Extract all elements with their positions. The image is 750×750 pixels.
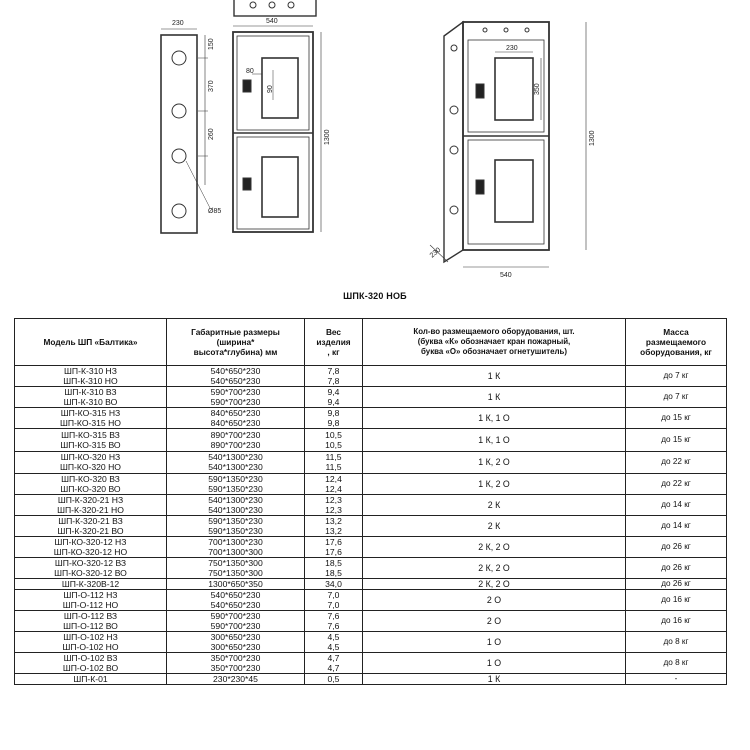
table-row [15, 451, 727, 474]
cell-mass: до 7 кг [626, 387, 727, 408]
cell-dims: 590*1350*230 590*1350*230 [167, 474, 305, 495]
cell-mass: до 15 кг [626, 429, 727, 452]
side-dim-2: 370 [208, 80, 215, 92]
table-row [15, 495, 727, 516]
cell-model: ШП-О-102 ВЗ ШП-О-102 ВО [15, 653, 167, 674]
hole-diameter-label: Ø85 [208, 208, 222, 215]
front-height-label: 1300 [324, 129, 331, 145]
iso-side-panel [444, 22, 463, 262]
table-row [15, 366, 727, 387]
front-width-label: 540 [266, 18, 278, 25]
iso-window-bottom [495, 160, 533, 222]
spec-table [14, 318, 727, 685]
cell-weight: 7,8 7,8 [305, 366, 363, 387]
table-row [15, 537, 727, 558]
side-plate-hole [172, 104, 186, 118]
cell-dims: 350*700*230 350*700*230 [167, 653, 305, 674]
cell-dims: 540*650*230 540*650*230 [167, 590, 305, 611]
table-row [15, 558, 727, 579]
iso-window-h-label: 350 [534, 83, 541, 95]
table-row [15, 590, 727, 611]
cell-equipment: 2 К [363, 516, 626, 537]
front-cabinet [233, 32, 313, 232]
cell-model: ШП-К-320-21 НЗ ШП-К-320-21 НО [15, 495, 167, 516]
cell-model: ШП-КО-320 НЗ ШП-КО-320 НО [15, 451, 167, 474]
cell-equipment: 1 О [363, 632, 626, 653]
drawing-caption: ШПК-320 НОБ [343, 291, 407, 301]
cell-weight: 9,8 9,8 [305, 408, 363, 429]
cell-weight: 34,0 [305, 579, 363, 590]
cell-mass: до 8 кг [626, 653, 727, 674]
cell-dims: 840*650*230 840*650*230 [167, 408, 305, 429]
cell-mass: до 26 кг [626, 579, 727, 590]
front-window-h-label: 90 [267, 85, 274, 93]
cell-dims: 590*1350*230 590*1350*230 [167, 516, 305, 537]
iso-width-label: 540 [500, 272, 512, 279]
front-window-bottom [262, 157, 298, 217]
table-row [15, 632, 727, 653]
cell-dims: 540*1300*230 540*1300*230 [167, 495, 305, 516]
top-view-plate [234, 0, 316, 16]
cell-mass: до 7 кг [626, 366, 727, 387]
cell-model: ШП-К-320В-12 [15, 579, 167, 590]
side-plate-hole [172, 51, 186, 65]
cell-mass: до 26 кг [626, 537, 727, 558]
cell-weight: 4,7 4,7 [305, 653, 363, 674]
cell-mass: до 16 кг [626, 611, 727, 632]
cell-weight: 9,4 9,4 [305, 387, 363, 408]
cell-dims: 890*700*230 890*700*230 [167, 429, 305, 452]
cell-model: ШП-К-310 ВЗ ШП-К-310 ВО [15, 387, 167, 408]
cell-mass: до 8 кг [626, 632, 727, 653]
cell-weight: 4,5 4,5 [305, 632, 363, 653]
front-window-w-label: 80 [246, 68, 254, 75]
cell-weight: 12,3 12,3 [305, 495, 363, 516]
table-row [15, 516, 727, 537]
cell-equipment: 1 К [363, 674, 626, 685]
cell-equipment: 1 К, 1 О [363, 408, 626, 429]
iso-depth-label: 230 [428, 246, 443, 260]
cell-equipment: 2 О [363, 590, 626, 611]
header-weight: Вес изделия , кг [305, 319, 363, 366]
side-plate-hole [172, 204, 186, 218]
cell-dims: 590*700*230 590*700*230 [167, 611, 305, 632]
cell-weight: 7,0 7,0 [305, 590, 363, 611]
cell-dims: 1300*650*350 [167, 579, 305, 590]
cell-weight: 10,5 10,5 [305, 429, 363, 452]
side-dim-1: 150 [208, 38, 215, 50]
iso-window-top [495, 58, 533, 120]
cell-model: ШП-КО-315 ВЗ ШП-КО-315 ВО [15, 429, 167, 452]
cell-dims: 590*700*230 590*700*230 [167, 387, 305, 408]
cell-equipment: 1 К, 2 О [363, 451, 626, 474]
cell-mass: до 22 кг [626, 451, 727, 474]
cell-model: ШП-К-310 НЗ ШП-К-310 НО [15, 366, 167, 387]
cell-model: ШП-О-102 НЗ ШП-О-102 НО [15, 632, 167, 653]
cell-mass: до 22 кг [626, 474, 727, 495]
cell-mass: до 14 кг [626, 516, 727, 537]
iso-height-label: 1300 [589, 130, 596, 146]
cell-weight: 17,6 17,6 [305, 537, 363, 558]
cell-mass: до 26 кг [626, 558, 727, 579]
top-view-hole [288, 2, 294, 8]
header-mass: Масса размещаемого оборудования, кг [626, 319, 727, 366]
table-row [15, 653, 727, 674]
cell-dims: 700*1300*230 700*1300*300 [167, 537, 305, 558]
cell-dims: 540*650*230 540*650*230 [167, 366, 305, 387]
cell-mass: до 14 кг [626, 495, 727, 516]
cell-mass: до 15 кг [626, 408, 727, 429]
cell-model: ШП-О-112 ВЗ ШП-О-112 ВО [15, 611, 167, 632]
table-row [15, 408, 727, 429]
cell-weight: 18,5 18,5 [305, 558, 363, 579]
cell-model: ШП-КО-320-12 ВЗ ШП-КО-320-12 ВО [15, 558, 167, 579]
cell-equipment: 2 О [363, 611, 626, 632]
cell-weight: 12,4 12,4 [305, 474, 363, 495]
side-plate-hole [172, 149, 186, 163]
cell-mass: - [626, 674, 727, 685]
header-dims: Габаритные размеры (ширина* высота*глубина) мм [167, 319, 305, 366]
cell-model: ШП-КО-315 НЗ ШП-КО-315 НО [15, 408, 167, 429]
cell-mass: до 16 кг [626, 590, 727, 611]
cell-model: ШП-КО-320 ВЗ ШП-КО-320 ВО [15, 474, 167, 495]
table-row [15, 387, 727, 408]
cell-model: ШП-О-112 НЗ ШП-О-112 НО [15, 590, 167, 611]
cell-dims: 300*650*230 300*650*230 [167, 632, 305, 653]
table-row [15, 429, 727, 452]
cell-model: ШП-К-320-21 ВЗ ШП-К-320-21 ВО [15, 516, 167, 537]
cell-equipment: 1 К, 2 О [363, 474, 626, 495]
cell-equipment: 1 К [363, 366, 626, 387]
cell-weight: 11,5 11,5 [305, 451, 363, 474]
cell-equipment: 2 К, 2 О [363, 537, 626, 558]
cell-equipment: 1 К, 1 О [363, 429, 626, 452]
cell-weight: 0,5 [305, 674, 363, 685]
cell-equipment: 1 К [363, 387, 626, 408]
technical-drawing [0, 0, 750, 290]
cell-weight: 7,6 7,6 [305, 611, 363, 632]
top-view-hole [269, 2, 275, 8]
cell-equipment: 2 К, 2 О [363, 579, 626, 590]
top-view-hole [250, 2, 256, 8]
iso-window-w-label: 230 [506, 45, 518, 52]
header-model: Модель ШП «Балтика» [15, 319, 167, 366]
side-width-label: 230 [172, 20, 184, 27]
table-row [15, 674, 727, 685]
table-header-row [15, 319, 727, 366]
cell-dims: 750*1350*300 750*1350*300 [167, 558, 305, 579]
cell-weight: 13,2 13,2 [305, 516, 363, 537]
cell-equipment: 2 К [363, 495, 626, 516]
cell-model: ШП-КО-320-12 НЗ ШП-КО-320-12 НО [15, 537, 167, 558]
cell-model: ШП-К-01 [15, 674, 167, 685]
cell-equipment: 1 О [363, 653, 626, 674]
cell-equipment: 2 К, 2 О [363, 558, 626, 579]
table-row [15, 611, 727, 632]
table-row [15, 474, 727, 495]
side-dim-3: 260 [208, 128, 215, 140]
table-row [15, 579, 727, 590]
cell-dims: 540*1300*230 540*1300*230 [167, 451, 305, 474]
cell-dims: 230*230*45 [167, 674, 305, 685]
header-equipment: Кол-во размещаемого оборудования, шт. (буква «К» обозначает кран пожарный, буква «О» обозначает огнетушитель) [363, 319, 626, 366]
